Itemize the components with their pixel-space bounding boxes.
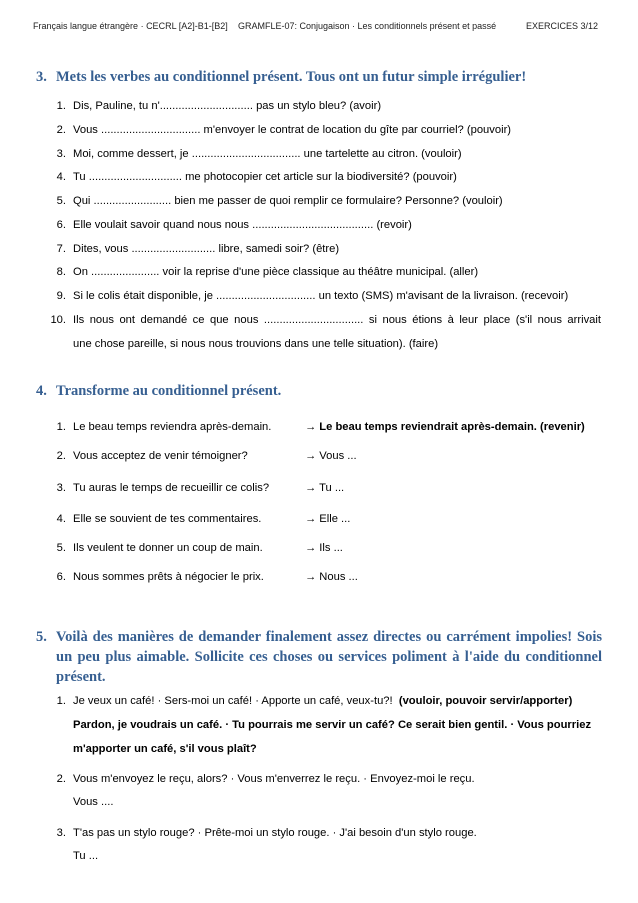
sentence: Vous acceptez de venir témoigner? <box>73 450 248 462</box>
arrow-icon: → <box>305 571 317 583</box>
item-number: 2. <box>56 450 66 462</box>
section-heading: Transforme au conditionnel présent. <box>56 383 282 399</box>
section-5-title <box>36 627 602 687</box>
answer <box>305 449 357 463</box>
answer-text: Elle ... <box>319 513 351 525</box>
item-number: 3. <box>56 482 66 494</box>
item-number: 5. <box>56 195 66 207</box>
item-number: 1. <box>56 695 66 707</box>
item-number: 1. <box>56 421 66 433</box>
exercise-item: Elle voulait savoir quand nous nous ....................................... (revoir) <box>73 219 412 231</box>
answer-start: Tu ... <box>73 850 99 862</box>
sentence: Nous sommes prêts à négocier le prix. <box>73 571 264 583</box>
arrow-icon: → <box>305 513 317 525</box>
answer-text: Vous ... <box>319 450 357 462</box>
item-number: 1. <box>56 100 66 112</box>
header-page: EXERCICES 3/12 <box>525 21 598 31</box>
answer <box>305 541 343 555</box>
exercise-item: Ils nous ont demandé ce que nous ................................ si nous étions à leur place (s'il nous arrivait <box>73 314 601 326</box>
exercise-item: Dis, Pauline, tu n'.............................. pas un stylo bleu? (avoir) <box>73 100 382 112</box>
section-number: 5. <box>36 629 47 645</box>
answer <box>305 481 344 495</box>
item-number: 5. <box>56 542 66 554</box>
answer <box>305 420 585 434</box>
item-number: 8. <box>56 266 66 278</box>
exercise-item: Moi, comme dessert, je ................................... une tartelette au citron. (vouloir) <box>73 148 462 160</box>
exercise-item: On ...................... voir la reprise d'une pièce classique au théâtre municipal. (aller) <box>73 266 479 278</box>
item-number: 10. <box>50 314 66 326</box>
exercise-item: Si le colis était disponible, je ................................ un texto (SMS) m'avisant de la livraison. (recevoir) <box>73 290 569 302</box>
header-course: Français langue étrangère · CECRL [A2]-B1-[B2] <box>33 21 228 31</box>
item-number: 3. <box>56 148 66 160</box>
answer-text: Le beau temps reviendrait après-demain. (revenir) <box>319 421 585 433</box>
section-3-title <box>36 67 602 87</box>
answer-text: Ils ... <box>319 542 343 554</box>
arrow-icon: → <box>305 450 317 462</box>
item-number: 9. <box>56 290 66 302</box>
page-header <box>33 21 598 35</box>
verb-hint: (vouloir, pouvoir servir/apporter) <box>398 695 573 707</box>
sentence: Ils veulent te donner un coup de main. <box>73 542 263 554</box>
section-heading: Voilà des manières de demander finalement assez directes ou carrément impolies! Sois un peu plus aimable. Sollicite ces choses ou services poliment à l'aide du conditionnel présent. <box>56 629 602 685</box>
answer-text: Tu ... <box>319 482 345 494</box>
answer <box>305 570 358 584</box>
exercise-item: Vous ................................ m'envoyer le contrat de location du gîte par courriel? (pouvoir) <box>73 124 512 136</box>
header-topic: GRAMFLE-07: Conjugaison · Les conditionnels présent et passé <box>238 21 497 31</box>
item-number: 6. <box>56 219 66 231</box>
sentence: Elle se souvient de tes commentaires. <box>73 513 262 525</box>
impolite-requests: Vous m'envoyez le reçu, alors? · Vous m'enverrez le reçu. · Envoyez-moi le reçu. <box>73 773 475 785</box>
exercise-item <box>73 694 572 708</box>
section-4-title <box>36 381 602 401</box>
exercise-item: Dites, vous ........................... libre, samedi soir? (être) <box>73 243 340 255</box>
example-answer: Pardon, je voudrais un café. · Tu pourrais me servir un café? Ce serait bien gentil. · Vous pourriez <box>73 719 592 731</box>
item-number: 4. <box>56 513 66 525</box>
sentence: Le beau temps reviendra après-demain. <box>73 421 272 433</box>
section-number: 3. <box>36 69 47 85</box>
arrow-icon: → <box>305 482 317 494</box>
item-number: 7. <box>56 243 66 255</box>
answer-start: Vous .... <box>73 796 114 808</box>
impolite-requests: T'as pas un stylo rouge? · Prête-moi un stylo rouge. · J'ai besoin d'un stylo rouge. <box>73 827 477 839</box>
impolite-requests: Je veux un café! · Sers-moi un café! · Apporte un café, veux-tu?! <box>73 695 393 707</box>
item-number: 4. <box>56 171 66 183</box>
answer-text: Nous ... <box>319 571 358 583</box>
example-answer-continued: m'apporter un café, s'il vous plaît? <box>73 743 257 755</box>
item-number: 6. <box>56 571 66 583</box>
item-number: 2. <box>56 124 66 136</box>
item-number: 3. <box>56 827 66 839</box>
item-number: 2. <box>56 773 66 785</box>
section-number: 4. <box>36 383 47 399</box>
sentence: Tu auras le temps de recueillir ce colis? <box>73 482 270 494</box>
exercise-item: Tu .............................. me photocopier cet article sur la biodiversité? (pouvoir) <box>73 171 457 183</box>
exercise-item-continued: une chose pareille, si nous nous trouvions dans une telle situation). (faire) <box>73 338 439 350</box>
exercise-item: Qui ......................... bien me passer de quoi remplir ce formulaire? Personne? (vouloir) <box>73 195 503 207</box>
section-heading: Mets les verbes au conditionnel présent. Tous ont un futur simple irrégulier! <box>56 69 527 85</box>
arrow-icon: → <box>305 542 317 554</box>
arrow-icon: → <box>305 421 317 433</box>
answer <box>305 512 350 526</box>
